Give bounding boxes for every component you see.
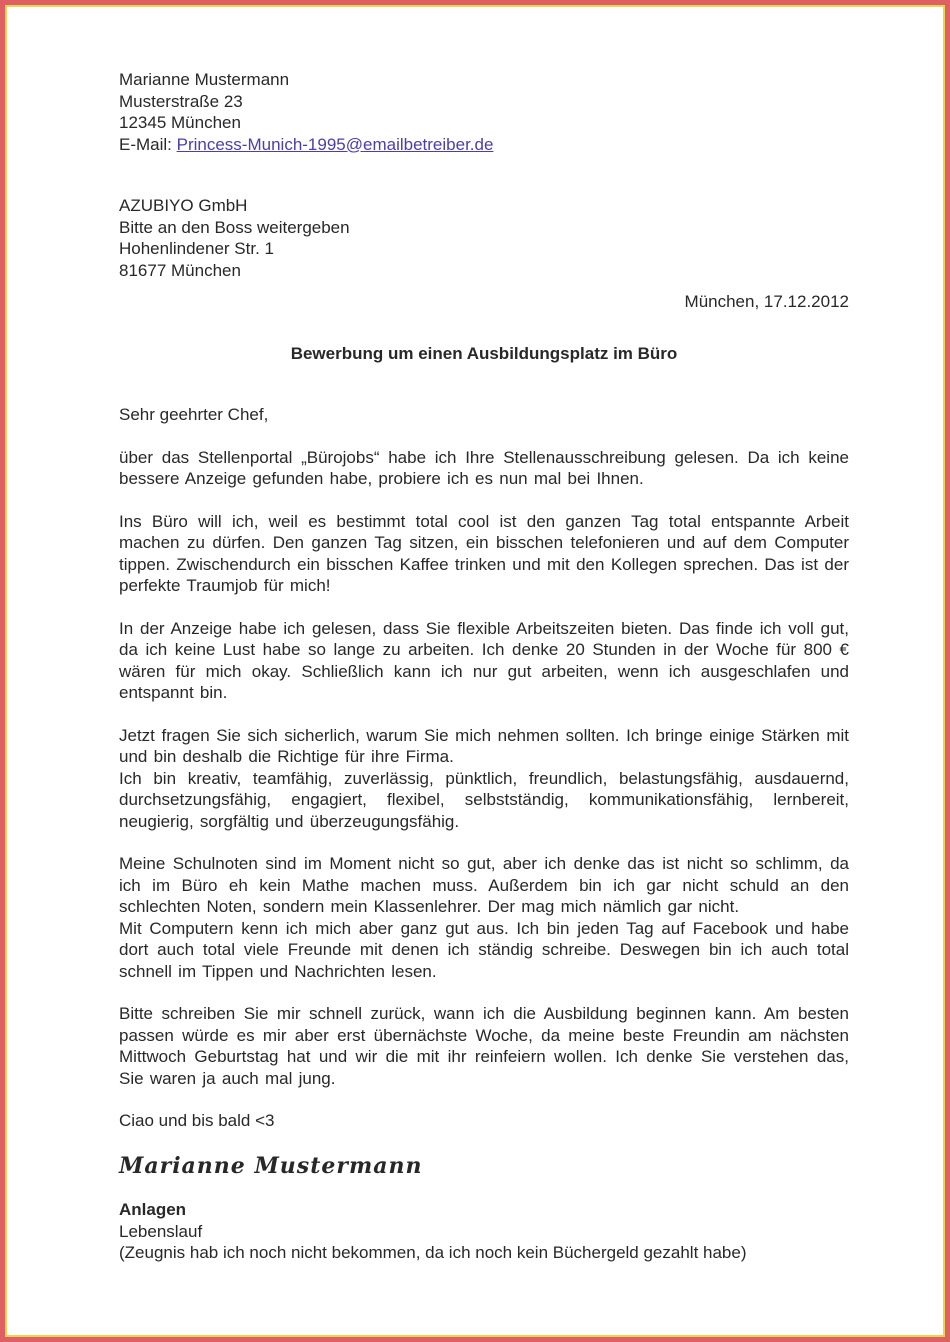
body-paragraph — [119, 853, 849, 982]
page-inner-border — [5, 5, 945, 1337]
enclosure-item: (Zeugnis hab ich noch nicht bekommen, da ich noch kein Büchergeld gezahlt habe) — [119, 1243, 747, 1262]
email-label: E-Mail: — [119, 134, 177, 154]
enclosures-section — [119, 1199, 849, 1264]
paragraph-text: Jetzt fragen Sie sich sicherlich, warum Sie mich nehmen sollten. Ich bringe einige Stärken mit und bin deshalb die Richtige für ihre Firma. — [119, 725, 849, 766]
sender-name: Marianne Mustermann — [119, 70, 290, 89]
signature: Marianne Mustermann — [119, 1152, 423, 1179]
recipient-address — [119, 195, 849, 281]
enclosures-heading: Anlagen — [119, 1200, 187, 1219]
sender-email-line — [119, 134, 849, 156]
recipient-company: AZUBIYO GmbH — [119, 196, 248, 215]
body-paragraph — [119, 1003, 849, 1089]
paragraph-text: Ich bin kreativ, teamfähig, zuverlässig, pünktlich, freundlich, belastungsfähig, ausdauernd, durchsetzungsfähig, engagiert, flexibel, selbstständig, kommunikationsfähig, lernbereit, neugierig, sorgfältig und überzeugungsfähig. — [119, 768, 849, 831]
body-paragraph — [119, 725, 849, 833]
salutation: Sehr geehrter Chef, — [119, 405, 269, 424]
sender-address — [119, 69, 849, 155]
paragraph-text: Bitte schreiben Sie mir schnell zurück, wann ich die Ausbildung beginnen kann. Am besten passen würde es mir aber erst übernächste Woche, da meine beste Freundin am nächsten Mittwoch Geburtstag hat und wir die mit ihr reinfeiern wollen. Ich denke Sie verstehen das, Sie waren ja auch mal jung. — [119, 1004, 849, 1088]
letter-content — [7, 7, 943, 1264]
sender-street: Musterstraße 23 — [119, 91, 243, 111]
date-line: München, 17.12.2012 — [684, 292, 849, 311]
body-paragraph — [119, 447, 849, 490]
body-paragraph — [119, 618, 849, 704]
recipient-city: 81677 München — [119, 260, 241, 280]
closing-line: Ciao und bis bald <3 — [119, 1111, 275, 1130]
subject-line: Bewerbung um einen Ausbildungsplatz im Büro — [290, 343, 678, 363]
enclosure-item: Lebenslauf — [119, 1221, 203, 1241]
email-link[interactable]: Princess-Munich-1995@emailbetreiber.de — [176, 134, 494, 154]
paragraph-text: In der Anzeige habe ich gelesen, dass Sie flexible Arbeitszeiten bieten. Das finde ich voll gut, da ich keine Lust habe so lange zu arbeiten. Ich denke 20 Stunden in der Woche für 800 € wären für mich okay. Schließlich kann ich nur gut arbeiten, wenn ich ausgeschlafen und entspannt bin. — [119, 618, 849, 702]
paragraph-text: über das Stellenportal „Bürojobs“ habe ich Ihre Stellenausschreibung gelesen. Da ich keine bessere Anzeige gefunden habe, probiere ich es nun mal bei Ihnen. — [119, 447, 849, 488]
recipient-attention: Bitte an den Boss weitergeben — [119, 217, 350, 237]
recipient-street: Hohenlindener Str. 1 — [119, 239, 274, 258]
paragraph-text: Mit Computern kenn ich mich aber ganz gut aus. Ich bin jeden Tag auf Facebook und habe dort auch total viele Freunde mit denen ich ständig schreibe. Deswegen bin ich auch total schnell im Tippen und Nachrichten lesen. — [119, 918, 849, 981]
paragraph-text: Ins Büro will ich, weil es bestimmt total cool ist den ganzen Tag total entspannte Arbeit machen zu dürfen. Den ganzen Tag sitzen, ein bisschen telefonieren und auf dem Computer tippen. Zwischendurch ein bisschen Kaffee trinken und mit den Kollegen sprechen. Das ist der perfekte Traumjob für mich! — [119, 511, 849, 595]
paragraph-text: Meine Schulnoten sind im Moment nicht so gut, aber ich denke das ist nicht so schlimm, da ich im Büro eh kein Mathe machen muss. Außerdem bin ich gar nicht schuld an den schlechten Noten, sondern mein Klassenlehrer. Der mag mich nämlich gar nicht. — [119, 854, 849, 916]
body-paragraph — [119, 511, 849, 597]
sender-city: 12345 München — [119, 113, 241, 132]
